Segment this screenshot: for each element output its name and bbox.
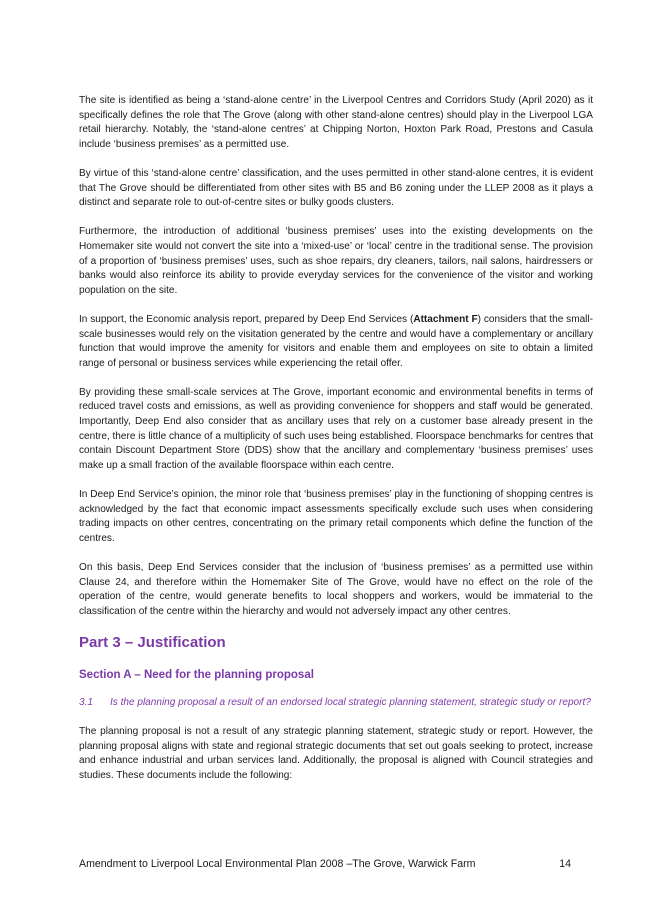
paragraph-deep-end-opinion: In Deep End Service’s opinion, the minor role that ‘business premises’ play in the functioning of shopping centres is acknowledged by the fact that economic impact assessments specifically exclude such uses when considering trading impacts on other centres, concentrating on the primary retail components which define the function of the centres. <box>79 489 593 544</box>
page-number: 14 <box>559 858 571 870</box>
page-content <box>79 94 593 798</box>
part-heading: Part 3 – Justification <box>79 633 226 651</box>
page-footer <box>79 858 571 870</box>
paragraph-small-scale-services: By providing these small-scale services at The Grove, important economic and environmental benefits in terms of reduced travel costs and emissions, as well as providing convenience for shoppers and staff would be generated. Importantly, Deep End also consider that as ancillary uses that rely on a customer base already present in the centre, there is little chance of a multiplicity of such uses being established. Floorspace benchmarks for centres that contain Discount Department Store (DDS) show that the ancillary and complementary ‘business premises’ uses make up a small fraction of the available floorspace within each centre. <box>79 386 593 471</box>
paragraph-stand-alone-centre: The site is identified as being a ‘stand-alone centre’ in the Liverpool Centres and Corridors Study (April 2020) as it specifically defines the role that The Grove (along with other stand-alone centres) should play in the Liverpool LGA retail hierarchy. Notably, the ‘stand-alone centres’ at Chipping Norton, Hoxton Park Road, Prestons and Casula include ‘business premises’ as a permitted use. <box>79 95 593 150</box>
paragraph-furthermore: Furthermore, the introduction of additional ‘business premises’ uses into the existing developments on the Homemaker site would not convert the site into a ‘mixed-use’ or ‘local’ centre in the traditional sense. The provision of a proportion of ‘business premises’ uses, such as shoe repairs, dry cleaners, tailors, nail salons, hairdressers or banks would also reinforce its ability to provide everyday services for the convenience of the visitor and working population on the site. <box>79 226 593 296</box>
paragraph-classification: By virtue of this ‘stand-alone centre’ classification, and the uses permitted in other stand-alone centres, it is evident that The Grove should be differentiated from other sites with B5 and B6 zoning under the LLEP 2008 as it plays a distinct and separate role to out-of-centre sites or bulky goods clusters. <box>79 167 593 209</box>
question-number: 3.1 <box>79 696 93 708</box>
paragraph-support <box>79 313 593 371</box>
paragraph-answer: The planning proposal is not a result of any strategic planning statement, strategic study or report. However, the planning proposal aligns with state and regional strategic documents that set out goals seeking to protect, increase and enhance industrial and urban services land. Additionally, the proposal is aligned with Council strategies and studies. These documents include the following: <box>79 726 593 781</box>
support-text-after: ) considers that the small-scale businesses would rely on the visitation generated by the centre and would have a complementary or ancillary function that would improve the amenity for visitors and enable them and employees on site to obtain a limited range of personal or business services while experiencing the retail offer. <box>79 313 593 369</box>
question-text: Is the planning proposal a result of an endorsed local strategic planning statement, strategic study or report? <box>110 696 591 708</box>
question-3-1 <box>79 696 593 711</box>
support-text-before: In support, the Economic analysis report, prepared by Deep End Services ( <box>79 313 414 325</box>
attachment-reference: Attachment F <box>413 313 478 325</box>
footer-title: Amendment to Liverpool Local Environmental Plan 2008 –The Grove, Warwick Farm <box>79 858 476 870</box>
paragraph-on-this-basis: On this basis, Deep End Services consider that the inclusion of ‘business premises’ as a permitted use within Clause 24, and therefore within the Homemaker Site of The Grove, would have no effect on the role of the operation of the centre, would generate benefits to local shoppers and workers, would be immaterial to the classification of the centre within the hierarchy and would not adversely impact any other centres. <box>79 562 593 617</box>
section-heading: Section A – Need for the planning proposal <box>79 668 314 681</box>
